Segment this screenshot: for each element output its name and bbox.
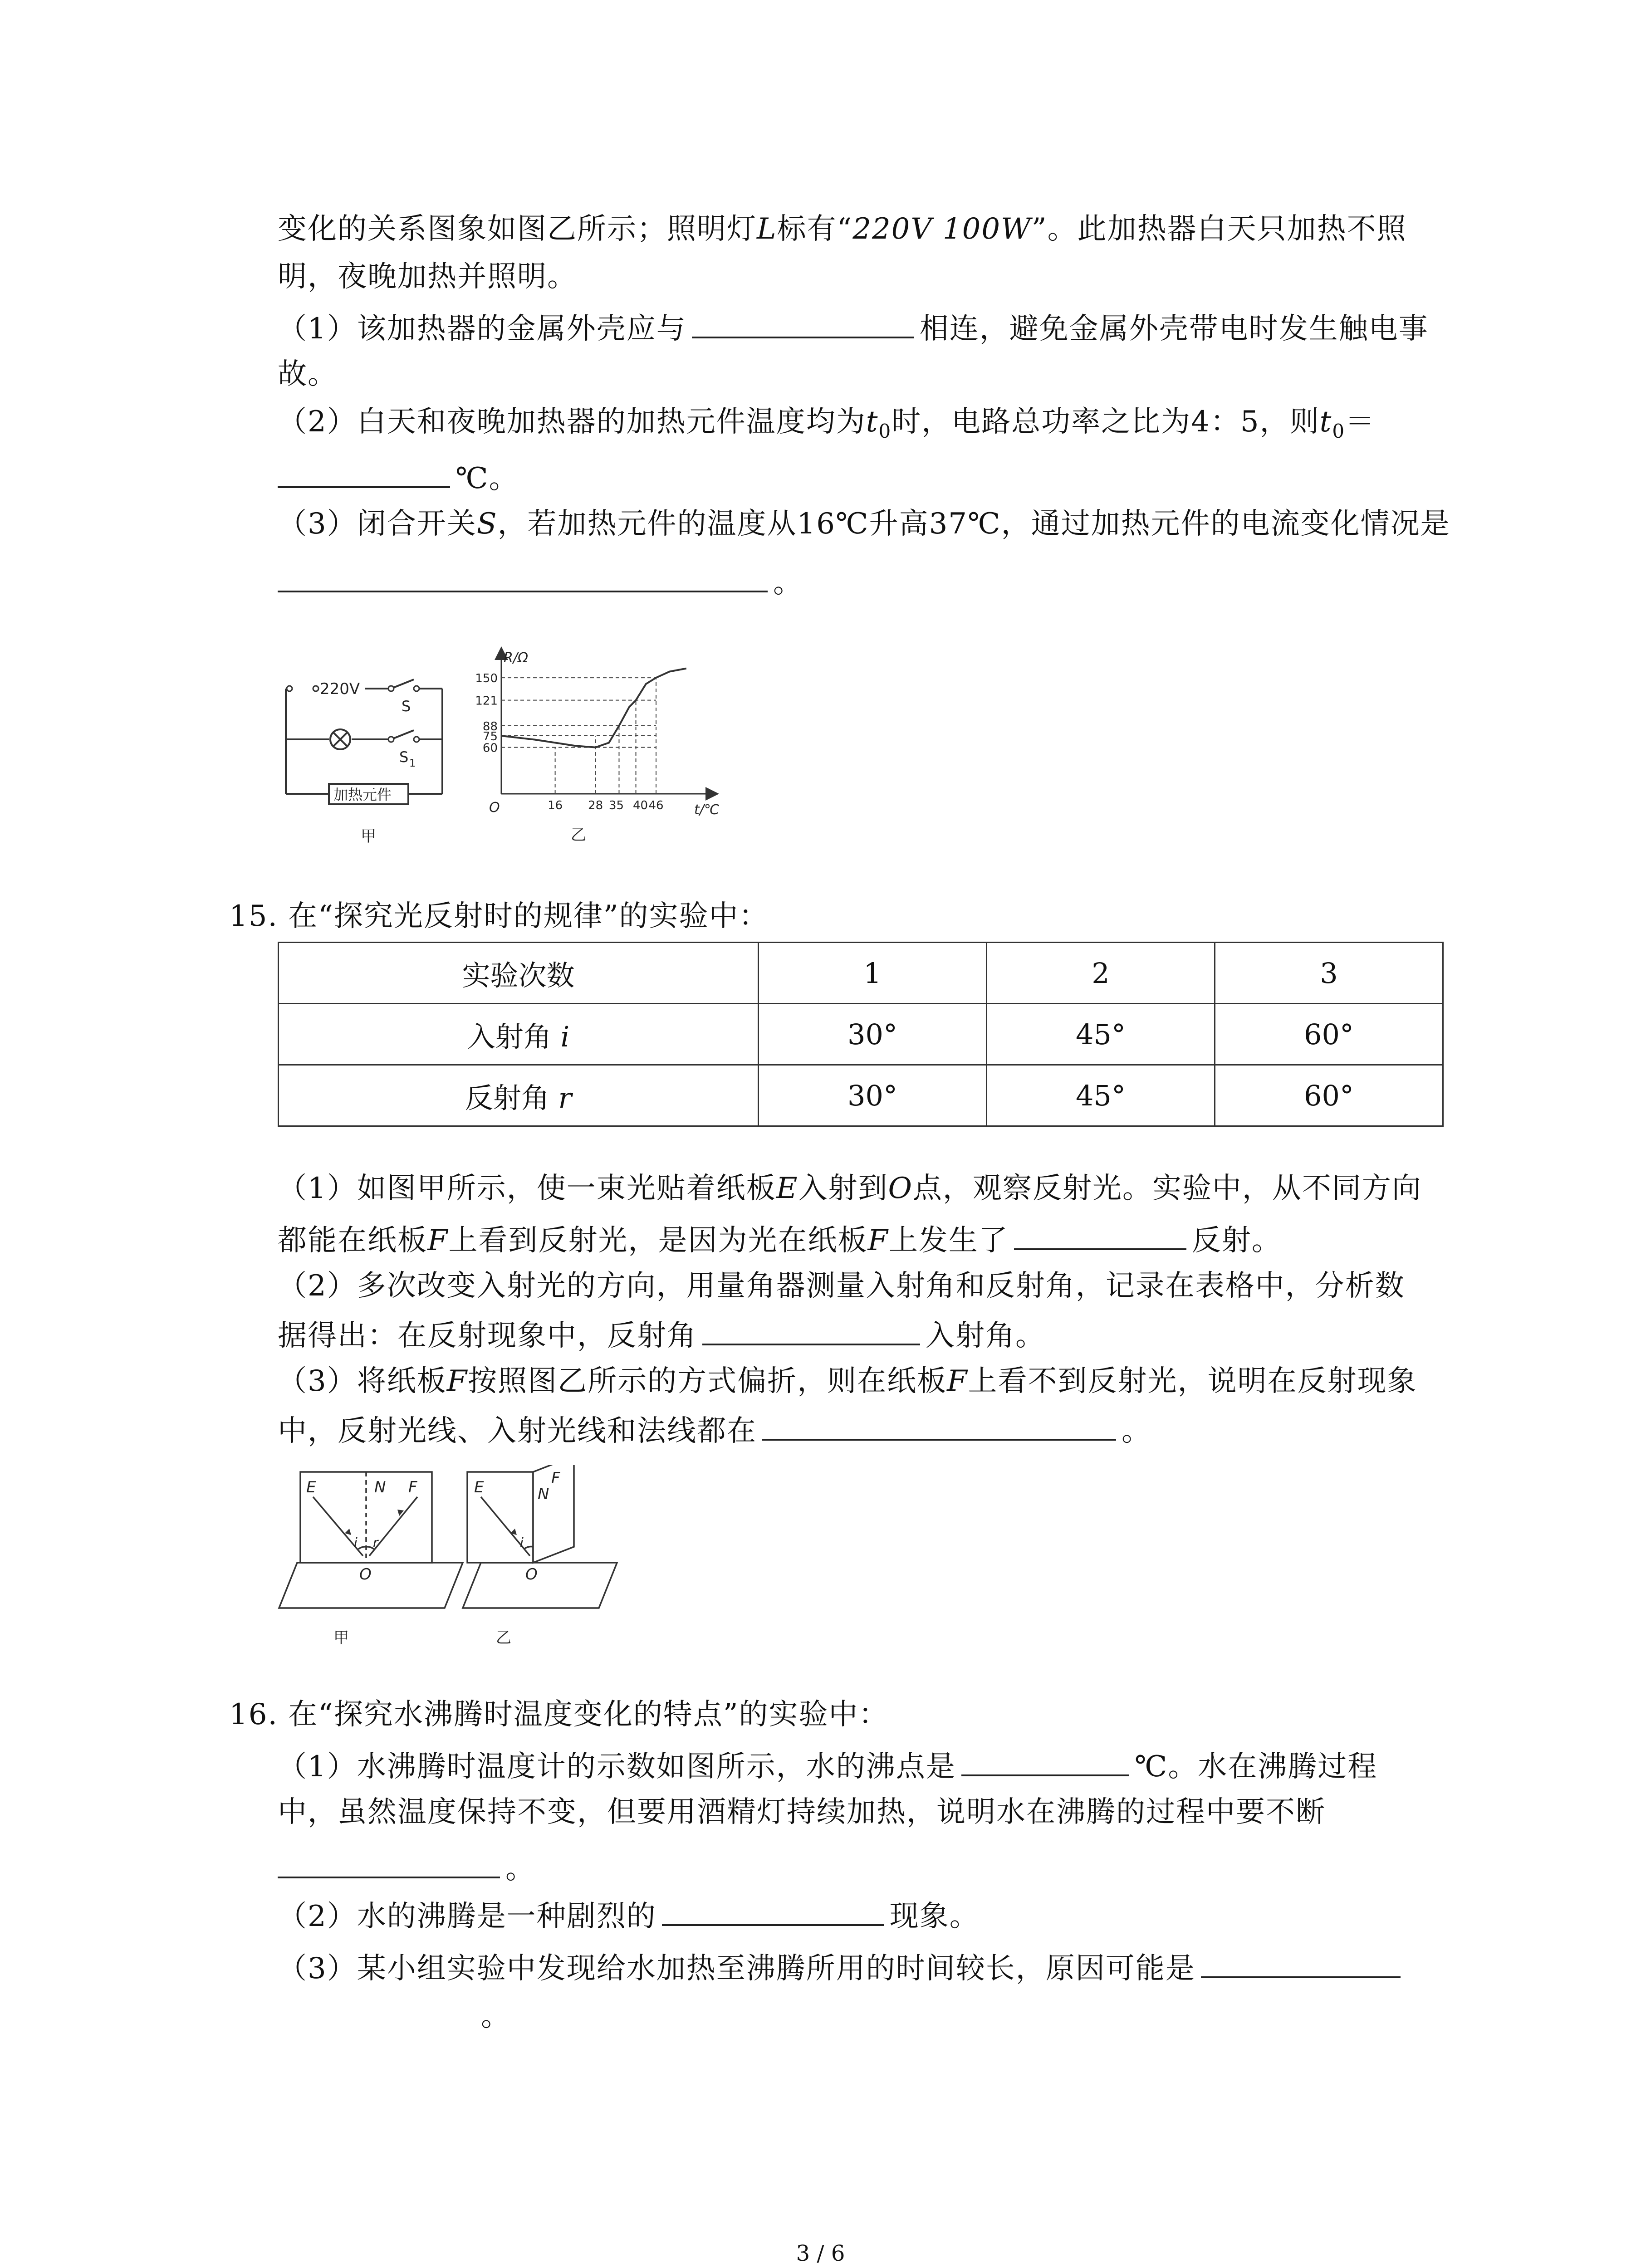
text: （2）水的沸腾是一种剧烈的: [278, 1900, 656, 1933]
q15-part3-cont: [278, 1411, 1151, 1449]
question-number: 16.: [229, 1698, 278, 1731]
label-E: E: [474, 1478, 484, 1496]
q14-part1-cont: 故。: [278, 357, 338, 391]
text: 变化的关系图象如图乙所示；照明灯: [278, 212, 757, 246]
circuit-diagram: [272, 658, 463, 848]
text: ，若加热元件的温度从16℃升高37℃，通过加热元件的电流变化情况是: [497, 507, 1450, 541]
switch-s1-sub: 1: [409, 758, 416, 769]
table-cell: 60°: [1215, 1004, 1443, 1065]
switch-s1-label: S: [399, 748, 409, 766]
reflection-data-table: [278, 942, 1444, 1127]
q16-part1-cont2: [278, 1848, 535, 1887]
question-title: 在“探究水沸腾时温度变化的特点”的实验中：: [288, 1698, 889, 1731]
row-label: 入射角: [467, 1020, 552, 1053]
symbol-S: S: [476, 507, 498, 541]
q16-part2: [278, 1896, 980, 1935]
text: （1）如图甲所示，使一束光贴着纸板: [278, 1172, 776, 1205]
q16-part3-end: 。: [481, 1999, 511, 2033]
q15-part1: [278, 1170, 1422, 1207]
answer-blank[interactable]: [278, 562, 768, 592]
q14-line1: [278, 211, 1407, 247]
text: 。: [773, 566, 803, 600]
label-O: O: [359, 1565, 372, 1584]
text: 相连，避免金属外壳带电时发生触电事: [919, 312, 1429, 346]
text: 入射角。: [926, 1319, 1045, 1353]
figure-caption-jia: 甲: [333, 1629, 349, 1647]
q14-part2: [278, 404, 1375, 450]
symbol-L: L: [757, 212, 777, 246]
symbol-O: O: [888, 1172, 913, 1205]
x-tick-label: 40: [633, 799, 648, 812]
label-N: N: [538, 1485, 549, 1503]
text: 上发生了: [888, 1224, 1009, 1257]
text: 据得出：在反射现象中，反射角: [278, 1319, 697, 1353]
label-F: F: [551, 1469, 560, 1487]
table-row: [279, 1065, 1443, 1126]
y-tick-label: 88: [482, 719, 498, 733]
answer-blank[interactable]: [1014, 1220, 1186, 1250]
text: 时，电路总功率之比为4：5，则: [892, 405, 1320, 439]
text: 中，反射光线、入射光线和法线都在: [278, 1414, 757, 1448]
symbol-F: F: [446, 1364, 468, 1398]
answer-blank[interactable]: [1201, 1948, 1401, 1978]
q14-part3-cont: [278, 562, 803, 601]
figure-caption-yi: 乙: [571, 826, 586, 844]
q15-part2: （2）多次改变入射光的方向，用量角器测量入射角和反射角，记录在表格中，分析数: [278, 1269, 1405, 1303]
text: 入射到: [798, 1172, 888, 1205]
answer-blank[interactable]: [278, 1848, 500, 1878]
x-tick-label: 28: [588, 799, 603, 812]
table-cell: 60°: [1215, 1065, 1443, 1126]
table-header-cell: 3: [1215, 943, 1443, 1004]
subscript: 0: [878, 420, 892, 442]
text: （3）闭合开关: [278, 507, 477, 541]
text: （3）某小组实验中发现给水加热至沸腾所用的时间较长，原因可能是: [278, 1952, 1195, 1985]
lamp-spec: 220V 100W: [852, 212, 1032, 246]
q15-title: [229, 898, 769, 934]
page-number: 3 / 6: [796, 2241, 845, 2266]
text: 按照图乙所示的方式偏折，则在纸板: [468, 1364, 947, 1398]
symbol-F: F: [427, 1224, 449, 1257]
text: 反射。: [1191, 1224, 1282, 1257]
q15-part2-cont: [278, 1315, 1045, 1354]
table-cell: [279, 1065, 759, 1126]
table-header-cell: 2: [987, 943, 1215, 1004]
figure-caption-yi: 乙: [496, 1629, 511, 1647]
q14-part2-cont: [278, 458, 519, 497]
label-F: F: [408, 1478, 417, 1496]
label-i: i: [354, 1535, 358, 1550]
reflection-figure-yi: [454, 1465, 635, 1647]
answer-blank[interactable]: [961, 1746, 1129, 1776]
x-tick-label: 46: [648, 799, 664, 812]
q16-part1: [278, 1746, 1377, 1785]
voltage-label: 220V: [320, 680, 360, 698]
text: 现象。: [889, 1900, 980, 1933]
y-tick-label: 150: [475, 672, 498, 686]
text: 都能在纸板: [278, 1224, 427, 1257]
text: ”。此加热器白天只加热不照: [1031, 212, 1407, 246]
table-cell: 45°: [987, 1004, 1215, 1065]
text: （1）该加热器的金属外壳应与: [278, 312, 686, 346]
answer-blank[interactable]: [662, 1896, 884, 1926]
text: ℃。水在沸腾过程: [1134, 1750, 1378, 1784]
text: 。: [1122, 1414, 1151, 1448]
table-header-cell: 实验次数: [279, 943, 759, 1004]
text: 标有“: [777, 212, 853, 246]
text: 。: [505, 1852, 535, 1886]
text: 上看到反射光，是因为光在纸板: [448, 1224, 868, 1257]
answer-blank[interactable]: [278, 458, 450, 488]
text: ℃。: [456, 462, 519, 495]
y-tick-label: 75: [482, 730, 498, 744]
y-tick-label: 60: [482, 741, 498, 755]
table-row: [279, 1004, 1443, 1065]
question-number: 15.: [229, 899, 278, 933]
q15-part1-cont: [278, 1220, 1282, 1259]
row-label: 反射角: [465, 1081, 549, 1114]
text: 点，观察反射光。实验中，从不同方向: [912, 1172, 1422, 1205]
x-axis-label: t/℃: [694, 802, 720, 818]
table-cell: 45°: [987, 1065, 1215, 1126]
text: 上看不到反射光，说明在反射现象: [968, 1364, 1417, 1398]
symbol-t: t: [1319, 405, 1332, 439]
text: （2）白天和夜晚加热器的加热元件温度均为: [278, 405, 866, 439]
answer-blank[interactable]: [762, 1411, 1116, 1441]
text: ＝: [1345, 405, 1376, 439]
figure-caption-jia: 甲: [361, 827, 376, 846]
resistance-temperature-graph: [458, 644, 721, 848]
switch-s-label: S: [402, 698, 411, 715]
table-cell: 30°: [759, 1004, 987, 1065]
row-symbol: i: [560, 1020, 570, 1053]
q15-part3: [278, 1363, 1417, 1399]
heating-element-label: 加热元件: [333, 786, 392, 803]
y-axis-label: R/Ω: [504, 650, 528, 666]
q16-part3: [278, 1948, 1406, 1987]
q14-line2: 明，夜晚加热并照明。: [278, 260, 577, 293]
x-tick-label: 16: [548, 799, 563, 812]
symbol-t: t: [866, 405, 879, 439]
x-tick-label: 35: [608, 799, 624, 812]
q14-part1: [278, 308, 1429, 347]
origin-label: O: [489, 800, 500, 816]
table-cell: 30°: [759, 1065, 987, 1126]
label-E: E: [306, 1478, 316, 1496]
text: （1）水沸腾时温度计的示数如图所示，水的沸点是: [278, 1750, 956, 1784]
answer-blank[interactable]: [692, 308, 914, 338]
table-header-cell: 1: [759, 943, 987, 1004]
subscript: 0: [1332, 420, 1346, 442]
row-symbol: r: [558, 1081, 572, 1114]
answer-blank[interactable]: [702, 1315, 920, 1345]
q14-part3: [278, 506, 1450, 542]
symbol-E: E: [776, 1172, 798, 1205]
symbol-F: F: [867, 1224, 889, 1257]
y-tick-label: 121: [475, 694, 498, 708]
label-i: i: [520, 1535, 524, 1550]
table-header-row: [279, 943, 1443, 1004]
text: （3）将纸板: [278, 1364, 447, 1398]
q16-title: [229, 1696, 889, 1733]
table-cell: [279, 1004, 759, 1065]
label-N: N: [374, 1478, 386, 1496]
q16-part1-cont: 中，虽然温度保持不变，但要用酒精灯持续加热，说明水在沸腾的过程中要不断: [278, 1795, 1326, 1829]
symbol-F: F: [947, 1364, 968, 1398]
question-title: 在“探究光反射时的规律”的实验中：: [288, 899, 769, 933]
label-r: r: [373, 1535, 378, 1550]
label-O: O: [525, 1565, 538, 1584]
